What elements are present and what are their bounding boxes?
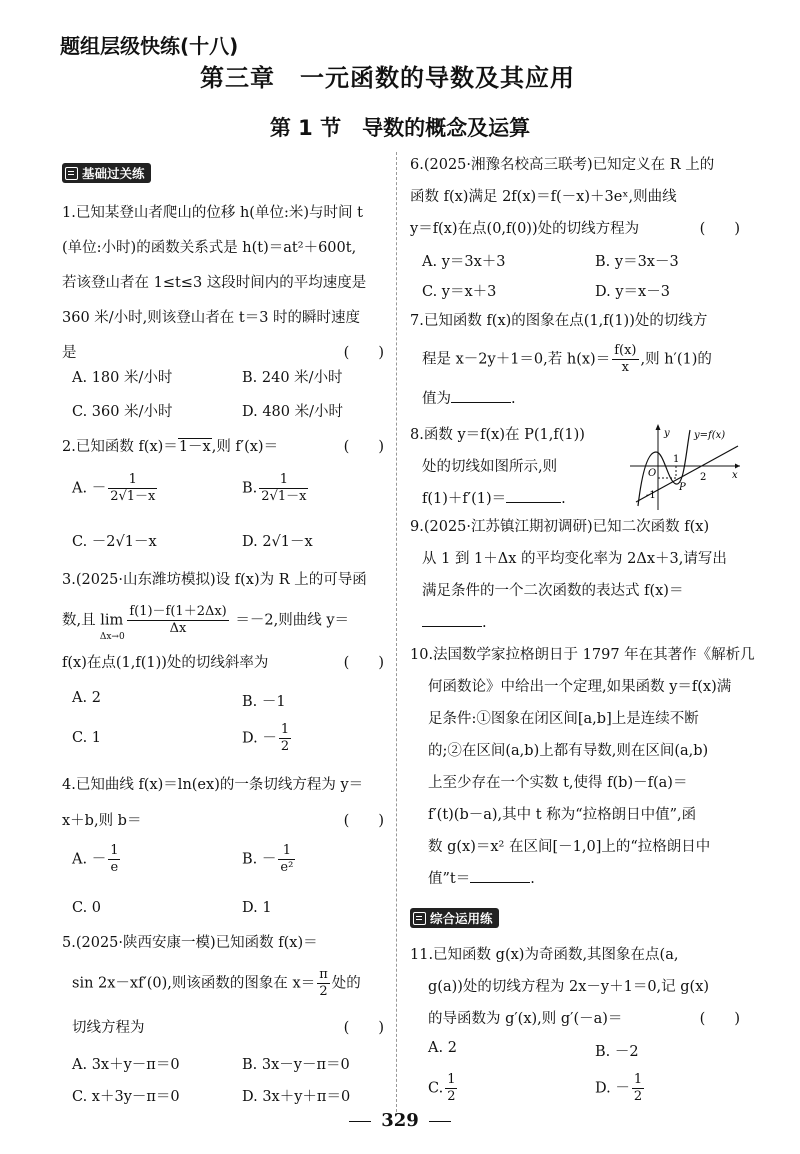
q8-graph: [628, 422, 743, 512]
q11-option-b[interactable]: B. －2: [595, 1044, 639, 1060]
column-divider: [396, 152, 398, 1112]
answer-blank[interactable]: [506, 488, 561, 503]
y-label: y: [664, 428, 670, 439]
q2-option-d[interactable]: D. 2√1－x: [242, 534, 313, 550]
tick-neg1: -1: [646, 490, 656, 501]
x-label: x: [732, 470, 738, 481]
question-2: 2.已知函数 f(x)＝1－x,则 f′(x)＝ ( ): [62, 432, 384, 462]
q5-option-d[interactable]: D. 3x＋y＋π＝0: [242, 1089, 351, 1105]
answer-paren[interactable]: ( ): [343, 813, 384, 829]
page-number: 329: [0, 1110, 800, 1131]
q2-option-a[interactable]: A. － $\frac{1}{2√1-x}$: [72, 472, 156, 504]
q1-option-a[interactable]: A. 180 米/小时: [72, 370, 173, 386]
question-6: 6.(2025·湘豫名校高三联考)已知定义在 R 上的 函数 f(x)满足 2f(x)＝f(－x)＋3eˣ,则曲线 y＝f(x)在点(0,f(0))处的切线方程为 ( ): [410, 150, 740, 244]
origin-label: O: [648, 468, 657, 479]
question-8: 8.函数 y＝f(x)在 P(1,f(1)) 处的切线如图所示,则 f(1)＋f′(1)＝ .: [410, 427, 585, 507]
q4-option-b[interactable]: B. － $\frac{1}{\text{e²}}$: [242, 843, 294, 875]
answer-paren[interactable]: ( ): [699, 1011, 740, 1027]
q4-option-d[interactable]: D. 1: [242, 900, 272, 916]
q2-option-c[interactable]: C. －2√1－x: [72, 534, 157, 550]
q6-option-d[interactable]: D. y＝x－3: [595, 284, 670, 300]
tick-2: 2: [700, 472, 707, 483]
chapter-title: 第三章 一元函数的导数及其应用: [200, 64, 575, 92]
question-7: 7.已知函数 f(x)的图象在点(1,f(1))处的切线方: [410, 313, 708, 329]
q11-option-a[interactable]: A. 2: [428, 1040, 457, 1056]
q1-option-c[interactable]: C. 360 米/小时: [72, 404, 173, 420]
answer-blank[interactable]: [422, 612, 482, 627]
badge-basic: 基础过关练: [62, 163, 151, 184]
question-11: 11.已知函数 g(x)为奇函数,其图象在点(a, g(a))处的切线方程为 2x－y＋1＝0,记 g(x) 的导函数为 g′(x),则 g′(－a)＝ ( ): [410, 940, 740, 1034]
section-title: 第 1 节 导数的概念及运算: [269, 116, 531, 140]
tick-1: 1: [673, 454, 680, 465]
q6-option-c[interactable]: C. y＝x＋3: [422, 284, 497, 300]
answer-paren[interactable]: ( ): [343, 345, 384, 361]
q3-limit-line: 数,且 lim $_{\Delta x\to 0}$ $\frac{f(1)-f(1+2\Delta x)}{\Delta x}$ ＝－2,则曲线 y＝: [62, 604, 350, 642]
q1-option-b[interactable]: B. 240 米/小时: [242, 370, 343, 386]
q4-option-c[interactable]: C. 0: [72, 900, 102, 916]
q5-option-a[interactable]: A. 3x＋y－π＝0: [72, 1057, 180, 1073]
answer-blank[interactable]: [451, 388, 511, 403]
question-9: 9.(2025·江苏镇江期初调研)已知二次函数 f(x) 从 1 到 1＋Δx 的平均变化率为 2Δx＋3,请写出 满足条件的一个二次函数的表达式 f(x)＝ .: [410, 519, 727, 631]
q5-option-b[interactable]: B. 3x－y－π＝0: [242, 1057, 350, 1073]
question-1: 1.已知某登山者爬山的位移 h(单位:米)与时间 t (单位:小时)的函数关系式是 h(t)＝at²＋600t, 若该登山者在 1≤t≤3 这段时间内的平均速度是 360 米/小时,则该登山者在 t＝3 时的瞬时速度 是 ( ): [62, 198, 384, 368]
q3-option-a[interactable]: A. 2: [72, 690, 101, 706]
q11-option-c[interactable]: C. $\frac{1}{2}$: [428, 1072, 456, 1104]
q6-option-a[interactable]: A. y＝3x＋3: [422, 254, 506, 270]
q3-option-b[interactable]: B. －1: [242, 694, 286, 710]
answer-paren[interactable]: ( ): [699, 221, 740, 237]
curve-label: y=f(x): [694, 430, 726, 441]
answer-paren[interactable]: ( ): [343, 655, 384, 671]
answer-blank[interactable]: [470, 868, 530, 883]
answer-paren[interactable]: ( ): [343, 439, 384, 455]
q2-option-b[interactable]: B. $\frac{1}{2√1-x}$: [242, 472, 307, 504]
drill-title: 题组层级快练(十八): [60, 34, 239, 58]
q1-option-d[interactable]: D. 480 米/小时: [242, 404, 343, 420]
point-p-label: P: [679, 482, 686, 493]
question-3: 3.(2025·山东潍坊模拟)设 f(x)为 R 上的可导函: [62, 572, 367, 588]
question-4: 4.已知曲线 f(x)＝ln(ex)的一条切线方程为 y＝ x＋b,则 b＝ ( ): [62, 770, 384, 836]
q5-option-c[interactable]: C. x＋3y－π＝0: [72, 1089, 180, 1105]
q3-option-c[interactable]: C. 1: [72, 730, 102, 746]
q4-option-a[interactable]: A. － $\frac{1}{e}$: [72, 843, 119, 875]
question-10: 10.法国数学家拉格朗日于 1797 年在其著作《解析几 何函数论》中给出一个定理,如果函数 y＝f(x)满 足条件:①图象在闭区间[a,b]上是连续不断 的;②在区间(a,b)上都有导数,则在区间(a,b) 上至少存在一个实数 t,使得 f(b)－f(a)＝ f′(t)(b－a),其中 t 称为“拉格朗日中值”,函 数 g(x)＝x² 在区间[－1,0]上的“拉格朗日中 值”t＝ .: [410, 647, 755, 887]
book-icon: [65, 167, 78, 180]
book-icon: [413, 912, 426, 925]
answer-paren[interactable]: ( ): [343, 1020, 384, 1036]
q3-option-d[interactable]: D. － $\frac{1}{2}$: [242, 722, 290, 754]
q11-option-d[interactable]: D. － $\frac{1}{2}$: [595, 1072, 643, 1104]
q6-option-b[interactable]: B. y＝3x－3: [595, 254, 679, 270]
question-5: 5.(2025·陕西安康一模)已知函数 f(x)＝: [62, 935, 318, 951]
badge-comprehensive: 综合运用练: [410, 908, 499, 929]
